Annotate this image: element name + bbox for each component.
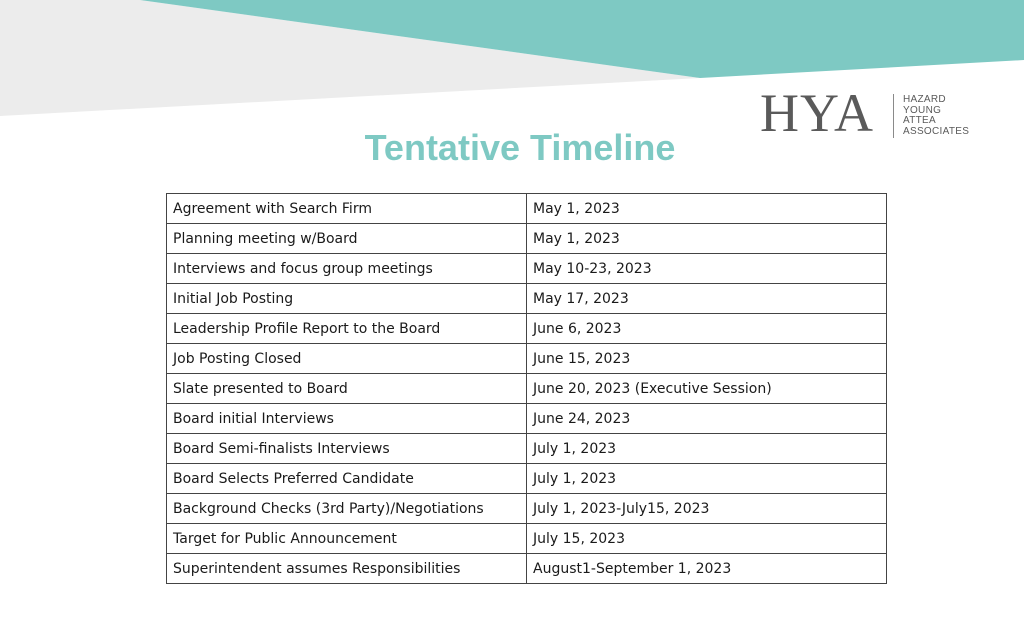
logo-word: YOUNG bbox=[903, 104, 942, 116]
table-row bbox=[167, 314, 887, 344]
milestone-cell: Board Semi-finalists Interviews bbox=[167, 434, 527, 464]
logo-mark: HYA bbox=[760, 83, 875, 143]
milestone-cell: Slate presented to Board bbox=[167, 374, 527, 404]
date-cell: June 20, 2023 (Executive Session) bbox=[527, 374, 887, 404]
milestone-cell: Agreement with Search Firm bbox=[167, 194, 527, 224]
timeline-table bbox=[166, 193, 887, 584]
table-row bbox=[167, 194, 887, 224]
page-title: Tentative Timeline bbox=[364, 127, 676, 168]
date-cell: August1-September 1, 2023 bbox=[527, 554, 887, 584]
milestone-cell: Planning meeting w/Board bbox=[167, 224, 527, 254]
table-row bbox=[167, 434, 887, 464]
date-cell: May 1, 2023 bbox=[527, 224, 887, 254]
table-row bbox=[167, 404, 887, 434]
milestone-cell: Superintendent assumes Responsibilities bbox=[167, 554, 527, 584]
date-cell: June 6, 2023 bbox=[527, 314, 887, 344]
table-row bbox=[167, 494, 887, 524]
table-row bbox=[167, 284, 887, 314]
date-cell: May 17, 2023 bbox=[527, 284, 887, 314]
milestone-cell: Initial Job Posting bbox=[167, 284, 527, 314]
logo-word: ASSOCIATES bbox=[903, 125, 970, 137]
table-row bbox=[167, 554, 887, 584]
date-cell: June 24, 2023 bbox=[527, 404, 887, 434]
date-cell: May 1, 2023 bbox=[527, 194, 887, 224]
logo-word: ATTEA bbox=[903, 115, 936, 126]
date-cell: May 10-23, 2023 bbox=[527, 254, 887, 284]
date-cell: July 1, 2023 bbox=[527, 464, 887, 494]
milestone-cell: Target for Public Announcement bbox=[167, 524, 527, 554]
milestone-cell: Board initial Interviews bbox=[167, 404, 527, 434]
milestone-cell: Background Checks (3rd Party)/Negotiations bbox=[167, 494, 527, 524]
date-cell: July 1, 2023-July15, 2023 bbox=[527, 494, 887, 524]
table-row bbox=[167, 344, 887, 374]
milestone-cell: Leadership Profile Report to the Board bbox=[167, 314, 527, 344]
milestone-cell: Interviews and focus group meetings bbox=[167, 254, 527, 284]
table-row bbox=[167, 464, 887, 494]
table-row bbox=[167, 224, 887, 254]
date-cell: July 15, 2023 bbox=[527, 524, 887, 554]
logo-word: HAZARD bbox=[903, 94, 946, 105]
milestone-cell: Board Selects Preferred Candidate bbox=[167, 464, 527, 494]
table-row bbox=[167, 524, 887, 554]
timeline-body bbox=[167, 194, 887, 584]
date-cell: June 15, 2023 bbox=[527, 344, 887, 374]
milestone-cell: Job Posting Closed bbox=[167, 344, 527, 374]
table-row bbox=[167, 254, 887, 284]
date-cell: July 1, 2023 bbox=[527, 434, 887, 464]
table-row bbox=[167, 374, 887, 404]
